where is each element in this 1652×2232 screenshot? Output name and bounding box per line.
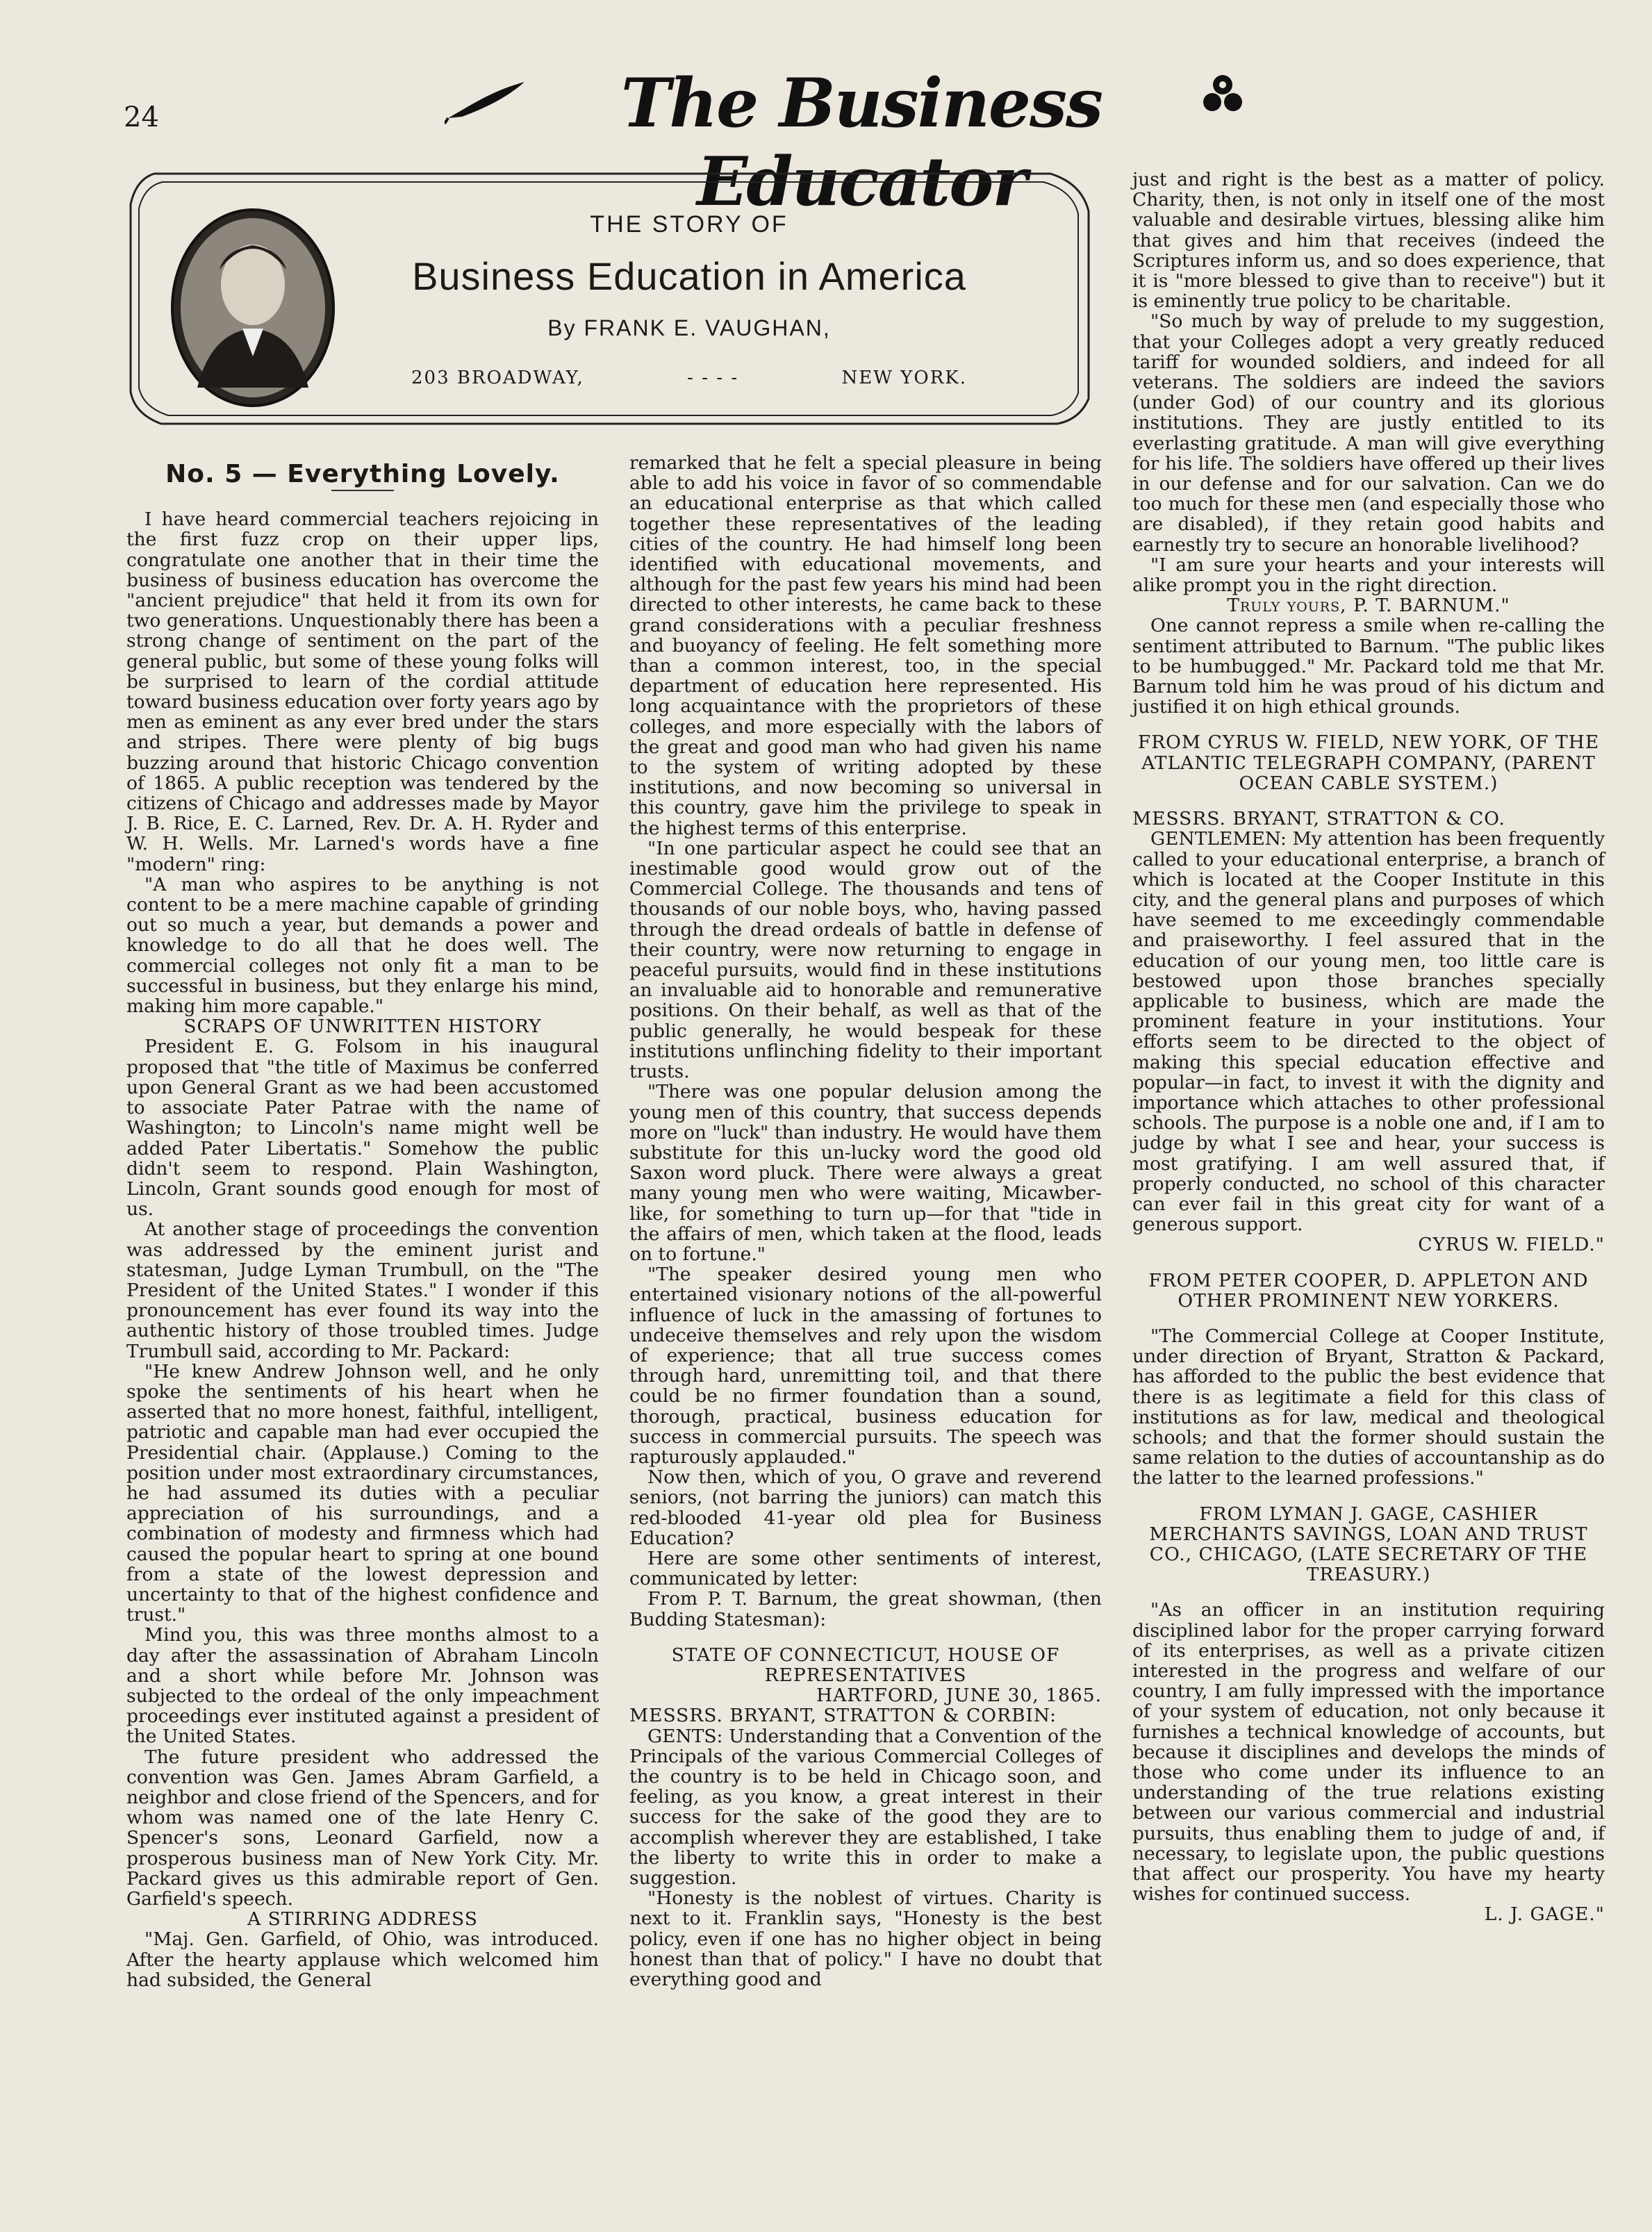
paragraph: I have heard commercial teachers rejoicing in the first fuzz crop on their upper lips, congratulate one another that in their time the business of business education has overcome the "ancient prejudice" that held it from its own for two generations. Unquestionably there has been a strong change of sentiment on the part of the general public, but some of these young folks will be surprised to learn of the cordial attitude toward business education over forty years ago by men as eminent as any ever bred under the stars and stripes. There were plenty of big bugs buzzing around that historic Chicago convention of 1865. A public reception was tendered by the citizens of Chicago and addresses made by Mayor J. B. Rice, E. C. Larned, Rev. Dr. A. H. Ryder and W. H. Wells. Mr. Larned's words have a fine "modern" ring:: [126, 509, 599, 875]
paragraph: At another stage of proceedings the convention was addressed by the eminent jurist and statesman, Judge Lyman Trumbull, on the "The President of the United States." I wonder if this pronouncement has ever found its way into the authentic history of those troubled times. Judge Trumbull said, according to Mr. Packard:: [126, 1218, 599, 1362]
author-portrait: [170, 207, 336, 408]
paragraph: Mind you, this was three months almost to a day after the assassination of Abraham Lincoln and a short while before Mr. Johnson was subjected to the ordeal of the only impeachment proceedings ever instituted against a president of the United States.: [126, 1624, 599, 1748]
paragraph: From P. T. Barnum, the great showman, (then Budding Statesman):: [629, 1588, 1102, 1630]
letter-salutation: MESSRS. BRYANT, STRATTON & CO.: [1132, 808, 1505, 830]
quote-paragraph: "The Commercial College at Cooper Institute, under direction of Bryant, Stratton & Packard, has afforded to the public the best evidence that there is as legitimate a field for this class of institutions as for law, medical and theological schools; and that the former should sustain the same relation to the duties of accountanship as do the latter to the learned professions.": [1132, 1325, 1605, 1489]
paragraph: GENTS: Understanding that a Convention of the Principals of the various Commercial Colleges of the country is to be held in Chicago soon, and feeling, as you know, a great interest in their success for the sake of the good they are to accomplish wherever they are established, I take the liberty to write this in order to make a suggestion.: [629, 1725, 1102, 1890]
letter-heading-field: FROM CYRUS W. FIELD, NEW YORK, OF THE ATLANTIC TELEGRAPH COMPANY, (PARENT OCEAN CABLE SYSTEM.): [1137, 731, 1600, 794]
story-title: Business Education in America: [412, 254, 966, 298]
paragraph: Here are some other sentiments of interest, communicated by letter:: [629, 1547, 1102, 1590]
quote-paragraph: "I am sure your hearts and your interests will alike prompt you in the right direction.: [1132, 554, 1605, 597]
article-column-2: [629, 453, 1102, 1990]
story-byline: By FRANK E. VAUGHAN,: [547, 315, 831, 340]
paragraph: GENTLEMEN: My attention has been frequently called to your educational enterprise, a branch of which is located at the Cooper Institute in this city, and the general plans and purposes of which have seemed to me exceedingly commendable and praiseworthy. I feel assured that in the education of our young men, too little care is bestowed upon those branches specially applicable to business, which are made the prominent feature in your institutions. Your efforts seem to be directed to the object of making this special education effective and popular—in fact, to invest it with the dignity and importance which attaches to other professional schools. The purpose is a noble one and, if I am to judge by what I see and hear, your success is most gratifying. I am well assured that, if properly conducted, no school of this character can ever fail in this great city for want of a generous support.: [1132, 828, 1605, 1236]
address-right: NEW YORK.: [841, 367, 967, 388]
article-column-1: [126, 453, 599, 1990]
subheading-stirring: A STIRRING ADDRESS: [247, 1908, 478, 1931]
letter-dateline: HARTFORD, JUNE 30, 1865.: [816, 1685, 1102, 1707]
ornament-icon: [1202, 71, 1244, 119]
title-rule: [331, 490, 394, 491]
quote-paragraph: "There was one popular delusion among the young men of this country, that success depends more on "luck" than industry. He would have them substitute for this un-lucky word the good old Saxon word pluck. There were always a great many young men who were waiting, Micawber-like, for something to turn up—for that "tide in the affairs of men, which taken at the flood, leads on to fortune.": [629, 1081, 1102, 1265]
signature-gage: L. J. GAGE.": [1484, 1903, 1605, 1926]
paragraph: President E. G. Folsom in his inaugural proposed that "the title of Maximus be conferred upon General Grant as we had been accustomed to associate Pater Patrae with the name of Washington; to Lincoln's name might well be added Pater Libertatis." Somehow the public didn't seem to respond. Plain Washington, Lincoln, Grant sounds good enough for most of us.: [126, 1036, 599, 1221]
quote-paragraph: "So much by way of prelude to my suggestion, that your Colleges adopt a very greatly reduced tariff for wounded soldiers, and indeed for all veterans. The soldiers are indeed the saviors (under God) of our country and its glorious institutions. They are justly entitled to its everlasting gratitude. A man will give everything for his life. The soldiers have offered up their lives in our defense and for our salvation. Can we do too much for these men (and especially those who are disabled), if they retain good habits and earnestly try to secure an honorable livelihood?: [1132, 311, 1605, 556]
letter-salutation: MESSRS. BRYANT, STRATTON & CORBIN:: [629, 1705, 1057, 1727]
masthead: [445, 64, 1237, 221]
quote-paragraph: "A man who aspires to be anything is not content to be a mere machine capable of grinding out so much a year, but demands a power and knowledge to do all that he does well. The commercial colleges not only fit a man to be successful in business, but they enlarge his mind, making him more capable.": [126, 873, 599, 1018]
quote-paragraph: "As an officer in an institution requiring disciplined labor for the proper carrying forward of its enterprises, as well as a private citizen interested in the progress and welfare of our country, I am fully impressed with the importance of your system of education, not only because it furnishes a technical knowledge of accounts, but because it disciplines and develops the minds of those who come under its influence to an understanding of the true relations existing between our various commercial and industrial pursuits, thus enabling them to judge of and, if necessary, to legislate upon, the public questions that affect our prosperity. You have my hearty wishes for continued success.: [1132, 1599, 1605, 1906]
quote-paragraph: "Honesty is the noblest of virtues. Charity is next to it. Franklin says, "Honesty is the best policy, even if one has no higher object in being honest than that of policy." I have no doubt that everything good and: [629, 1887, 1102, 1991]
signature-barnum: Truly yours, P. T. BARNUM.": [1227, 595, 1510, 617]
paragraph: One cannot repress a smile when re-calling the sentiment attributed to Barnum. "The public likes to be humbugged." Mr. Packard told me that Mr. Barnum told him he was proud of his dictum and justified it on high ethical grounds.: [1132, 615, 1605, 718]
address-left: 203 BROADWAY,: [411, 367, 584, 388]
page-number: 24: [124, 101, 159, 133]
quote-paragraph: "In one particular aspect he could see that an inestimable good would grow out of the Commercial College. The thousands and tens of thousands of our noble boys, who, having passed through the dread ordeals of battle in defense of their country, were now returning to engage in peaceful pursuits, would find in these institutions an invaluable aid to honorable and remunerative positions. On their behalf, as well as that of the public generally, he would bespeak for these institutions unflinching fidelity to their important trusts.: [629, 837, 1102, 1083]
quote-paragraph: "He knew Andrew Johnson well, and he only spoke the sentiments of his heart when he asserted that no more honest, faithful, intelligent, patriotic and capable man had ever occupied the Presidential chair. (Applause.) Coming to the position under most extraordinary circumstances, he had assumed its duties with a peculiar appreciation of his surroundings, and a combination of modesty and firmness which had caused the popular heart to spring at one bound from a state of the lowest depression and uncertainty to that of the highest confidence and trust.": [126, 1360, 599, 1626]
masthead-title: The Business Educator: [620, 64, 1102, 221]
quote-paragraph: "Maj. Gen. Garfield, of Ohio, was introduced. After the hearty applause which welcomed him had subsided, the General: [126, 1928, 599, 1991]
letter-heading: STATE OF CONNECTICUT, HOUSE OF REPRESENTATIVES: [671, 1644, 1060, 1686]
quill-pen-icon: [445, 76, 528, 125]
paragraph: Now then, which of you, O grave and reverend seniors, (not barring the juniors) can match this red-blooded 41-year old plea for Business Education?: [629, 1466, 1102, 1549]
subheading-scraps: SCRAPS OF UNWRITTEN HISTORY: [183, 1016, 542, 1038]
article-column-3: [1132, 170, 1605, 1925]
signature-field: CYRUS W. FIELD.": [1418, 1234, 1605, 1256]
letter-heading-cooper: FROM PETER COOPER, D. APPLETON AND OTHER PROMINENT NEW YORKERS.: [1148, 1269, 1589, 1312]
story-heading: [383, 211, 995, 388]
letter-heading-gage: FROM LYMAN J. GAGE, CASHIER MERCHANTS SAVINGS, LOAN AND TRUST CO., CHICAGO, (LATE SECRETARY OF THE TREASURY.): [1149, 1503, 1588, 1586]
paragraph: The future president who addressed the convention was Gen. James Abram Garfield, a neighbor and close friend of the Spencers, and for whom was named one of the late Henry C. Spencer's sons, Leonard Garfield, now a prosperous business man of New York City. Mr. Packard gives us this admirable report of Gen. Garfield's speech.: [126, 1746, 599, 1910]
story-header-box: [126, 170, 1092, 429]
story-pretitle: THE STORY OF: [590, 211, 788, 238]
address-dashes: - - - -: [687, 367, 739, 388]
section-title: No. 5 — Everything Lovely.: [165, 460, 560, 488]
paragraph: just and right is the best as a matter of policy. Charity, then, is not only in itself one of the most valuable and desirable virtues, blessing alike him that gives and him that receives (indeed the Scriptures inform us, and so does experience, that it is "more blessed to give than to receive") but it is eminently true policy to be charitable.: [1132, 169, 1605, 313]
paragraph: remarked that he felt a special pleasure in being able to add his voice in favor of so commendable an educational enterprise as that which called together these representatives of the leading cities of the country. He had himself long been identified with educational movements, and although for the past few years his mind had been directed to other interests, he came back to these grand considerations with a peculiar freshness and buoyancy of feeling. He felt something more than a common interest, too, in the special department of education here represented. His long acquaintance with the proprietors of these colleges, and more especially with the labors of the great and good man who had given his name to the system of writing adopted by these institutions, and now becoming so universal in this country, gave him the privilege to speak in the highest terms of this enterprise.: [629, 452, 1102, 839]
quote-paragraph: "The speaker desired young men who entertained visionary notions of the all-powerful influence of luck in the amassing of fortunes to undeceive themselves and rely upon the wisdom of experience; that all true success comes through hard, unremitting toil, and that there could be no firmer foundation than a sound, thorough, practical, business education for success in commercial pursuits. The speech was rapturously applauded.": [629, 1264, 1102, 1468]
story-address: [383, 367, 995, 388]
